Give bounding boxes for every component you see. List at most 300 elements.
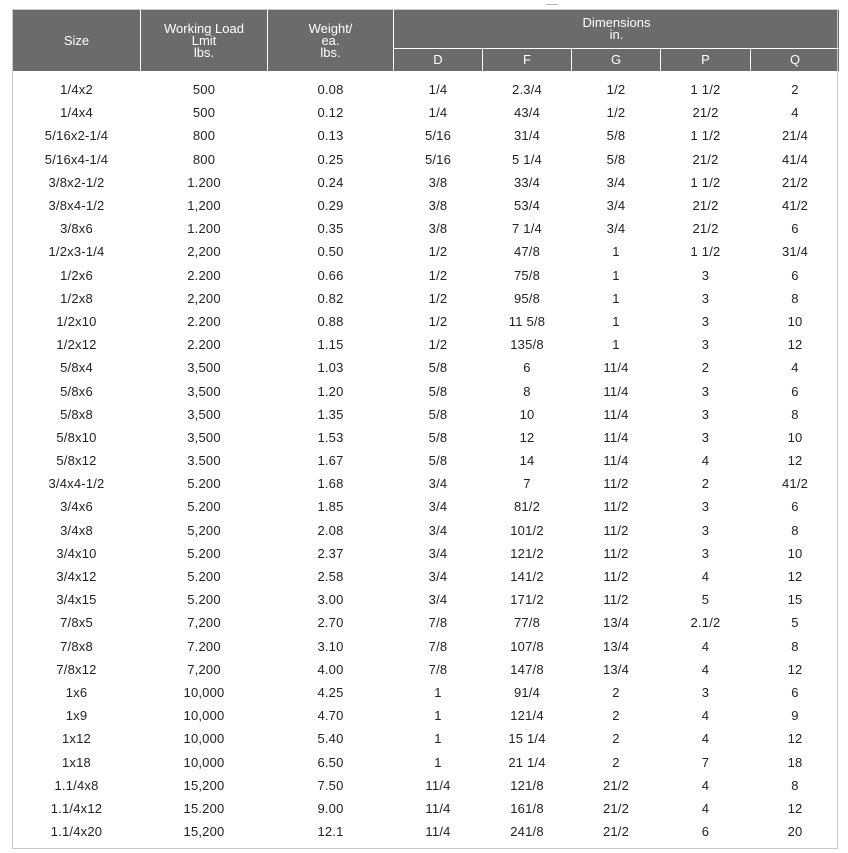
cell-dim-g: 1/2 (606, 82, 626, 98)
cell-dim-q: 41/2 (781, 476, 809, 492)
cell-dim-q: 10 (787, 429, 803, 445)
header-dim-d: D (394, 49, 483, 72)
cell-weight: 0.35 (317, 221, 344, 237)
table-row (13, 379, 840, 402)
table-row (13, 72, 840, 102)
cell-dim-g: 1/2 (606, 105, 626, 121)
header-dimensions-line-1: Dimensions (582, 15, 651, 30)
cell-dim-p: 1 1/2 (690, 174, 721, 190)
cell-dim-q: 41/4 (781, 151, 809, 167)
cell-dim-q: 20 (787, 824, 803, 840)
cell-size: 3/4x6 (60, 499, 93, 515)
header-working-load-line-3: lbs. (193, 44, 215, 60)
cell-working-load: 7,200 (187, 661, 221, 677)
cell-dim-f: 12 (519, 429, 535, 445)
cell-weight: 4.00 (317, 661, 344, 677)
header-weight (268, 10, 394, 72)
cell-size: 1x6 (65, 684, 88, 700)
cell-size: 5/8x10 (56, 429, 97, 445)
cell-dim-d: 3/4 (428, 592, 448, 608)
cell-working-load: 15,200 (183, 824, 225, 840)
cell-dim-d: 1 (434, 731, 442, 747)
cell-dim-f: 53/4 (513, 198, 541, 214)
cell-dim-d: 3/4 (428, 545, 448, 561)
table-row (13, 264, 840, 287)
cell-working-load: 800 (192, 151, 216, 167)
cell-weight: 1.68 (317, 476, 344, 492)
cell-working-load: 1.200 (187, 174, 221, 190)
cell-size: 5/8x4 (60, 360, 93, 376)
cell-dim-f: 171/2 (510, 592, 544, 608)
cell-dim-d: 5/16 (424, 128, 452, 144)
cell-size: 1/2x8 (60, 290, 93, 306)
cell-weight: 1.35 (317, 406, 344, 422)
cell-dim-g: 21/2 (602, 824, 630, 840)
cell-dim-f: 6 (523, 360, 531, 376)
cell-dim-q: 10 (787, 313, 803, 329)
cell-dim-p: 3 (701, 383, 710, 399)
cell-dim-g: 2 (612, 731, 620, 747)
cell-dim-p: 3 (701, 406, 710, 422)
cell-dim-g: 21/2 (602, 777, 630, 793)
cell-weight: 1.53 (317, 429, 344, 445)
cell-dim-d: 1 (434, 708, 442, 724)
cell-size: 3/8x2-1/2 (48, 174, 105, 190)
cell-dim-f: 95/8 (513, 290, 541, 306)
cell-dim-g: 1 (612, 313, 620, 329)
cell-dim-g: 2 (612, 754, 620, 770)
cell-dim-p: 4 (701, 661, 710, 677)
cell-dim-d: 1/2 (428, 337, 448, 353)
cell-dim-p: 3 (701, 337, 710, 353)
cell-weight: 0.50 (317, 244, 344, 260)
cell-dim-f: 147/8 (510, 661, 544, 677)
cell-working-load: 3,500 (187, 360, 221, 376)
top-mark (546, 0, 558, 5)
cell-dim-p: 4 (701, 777, 710, 793)
table-row (13, 217, 840, 240)
cell-weight: 9.00 (317, 800, 344, 816)
cell-weight: 3.10 (317, 638, 344, 654)
table-row (13, 426, 840, 449)
cell-size: 3/4x15 (56, 592, 97, 608)
header-dim-f: F (483, 49, 572, 72)
cell-dim-q: 8 (791, 290, 799, 306)
cell-dim-g: 11/2 (603, 499, 629, 515)
table-row (13, 635, 840, 658)
table-row (13, 495, 840, 518)
cell-dim-d: 3/8 (428, 221, 448, 237)
cell-dim-f: 161/8 (510, 800, 544, 816)
cell-working-load: 1.200 (187, 221, 221, 237)
cell-dim-q: 4 (791, 360, 799, 376)
table-row (13, 820, 840, 843)
cell-working-load: 10,000 (183, 731, 225, 747)
table-body (13, 72, 840, 844)
cell-dim-g: 1 (612, 337, 620, 353)
cell-dim-p: 1 1/2 (690, 128, 721, 144)
cell-weight: 12.1 (317, 824, 344, 840)
cell-dim-p: 4 (701, 708, 710, 724)
cell-dim-g: 3/4 (606, 221, 626, 237)
cell-dim-d: 11/4 (425, 800, 451, 816)
cell-dim-p: 7 (701, 754, 710, 770)
table-row (13, 704, 840, 727)
cell-size: 3/4x10 (56, 545, 97, 561)
cell-working-load: 5.200 (187, 545, 221, 561)
header-dim-g: G (572, 49, 661, 72)
cell-dim-g: 11/2 (603, 522, 629, 538)
cell-dim-d: 5/8 (428, 360, 448, 376)
cell-dim-d: 3/4 (428, 499, 448, 515)
cell-weight: 1.03 (317, 360, 344, 376)
cell-dim-d: 11/4 (425, 777, 451, 793)
cell-dim-d: 3/4 (428, 569, 448, 585)
cell-weight: 2.70 (317, 615, 344, 631)
table-row (13, 519, 840, 542)
cell-size: 7/8x12 (56, 661, 97, 677)
cell-dim-q: 8 (791, 777, 799, 793)
cell-working-load: 5.200 (187, 569, 221, 585)
cell-dim-q: 9 (791, 708, 799, 724)
cell-dim-p: 5 (701, 592, 710, 608)
header-dim-q: Q (751, 49, 840, 72)
table-row (13, 356, 840, 379)
cell-dim-f: 33/4 (513, 174, 541, 190)
cell-dim-d: 3/8 (428, 198, 448, 214)
table-row (13, 542, 840, 565)
cell-dim-g: 3/4 (606, 174, 626, 190)
cell-dim-f: 43/4 (513, 105, 541, 121)
cell-size: 3/4x4-1/2 (48, 476, 105, 492)
cell-dim-g: 13/4 (602, 661, 630, 677)
cell-size: 5/16x2-1/4 (44, 128, 109, 144)
cell-dim-p: 21/2 (692, 105, 719, 121)
cell-size: 5/8x6 (60, 383, 93, 399)
cell-dim-q: 6 (791, 221, 799, 237)
cell-dim-g: 11/4 (603, 383, 629, 399)
cell-dim-q: 2 (791, 82, 799, 98)
cell-dim-f: 121/8 (510, 777, 544, 793)
cell-working-load: 3,500 (187, 429, 221, 445)
cell-size: 1.1/4x20 (50, 824, 103, 840)
cell-working-load: 3,500 (187, 383, 221, 399)
cell-weight: 0.66 (317, 267, 344, 283)
cell-size: 5/16x4-1/4 (44, 151, 109, 167)
cell-dim-d: 1/4 (428, 82, 448, 98)
header-working-load (141, 10, 268, 72)
cell-dim-g: 3/4 (606, 198, 626, 214)
cell-size: 1.1/4x8 (54, 777, 99, 793)
cell-dim-d: 3/8 (428, 174, 448, 190)
table-row (13, 171, 840, 194)
cell-size: 1/2x10 (56, 313, 97, 329)
cell-working-load: 500 (192, 105, 216, 121)
cell-weight: 1.15 (317, 337, 344, 353)
cell-dim-p: 3 (701, 545, 710, 561)
cell-size: 1.1/4x12 (50, 800, 103, 816)
cell-dim-p: 1 1/2 (690, 82, 721, 98)
cell-dim-p: 21/2 (692, 198, 719, 214)
cell-dim-g: 13/4 (602, 615, 630, 631)
table-row (13, 658, 840, 681)
cell-dim-f: 121/2 (510, 545, 544, 561)
cell-dim-p: 4 (701, 453, 710, 469)
header-weight-line-1: Weight/ (308, 20, 353, 36)
cell-dim-f: 10 (519, 406, 535, 422)
cell-dim-g: 2 (612, 708, 620, 724)
cell-dim-q: 6 (791, 684, 799, 700)
cell-working-load: 3,500 (187, 406, 221, 422)
cell-working-load: 1,200 (187, 198, 221, 214)
cell-dim-g: 13/4 (602, 638, 630, 654)
header-dimensions-line-2: in. (609, 27, 624, 42)
header-weight-line-3: lbs. (320, 44, 341, 60)
cell-weight: 0.25 (317, 151, 344, 167)
cell-working-load: 5.200 (187, 592, 221, 608)
cell-size: 7/8x8 (60, 638, 93, 654)
cell-working-load: 2.200 (187, 267, 221, 283)
cell-dim-f: 135/8 (510, 337, 544, 353)
cell-dim-q: 8 (791, 638, 799, 654)
header-working-load-line-2: Lmit (191, 32, 217, 48)
table-row (13, 565, 840, 588)
cell-working-load: 10,000 (183, 754, 225, 770)
cell-dim-d: 5/8 (428, 406, 448, 422)
cell-working-load: 5,200 (187, 522, 221, 538)
cell-dim-f: 15 1/4 (508, 731, 546, 747)
cell-dim-q: 12 (787, 453, 803, 469)
cell-dim-g: 11/4 (603, 360, 629, 376)
cell-working-load: 15,200 (183, 777, 225, 793)
cell-dim-q: 15 (787, 592, 803, 608)
cell-dim-g: 2 (612, 684, 620, 700)
cell-weight: 0.82 (317, 290, 344, 306)
cell-weight: 0.29 (317, 198, 344, 214)
cell-working-load: 500 (192, 82, 216, 98)
cell-weight: 4.25 (317, 684, 344, 700)
cell-dim-p: 3 (701, 684, 710, 700)
cell-dim-f: 77/8 (513, 615, 541, 631)
cell-working-load: 15.200 (183, 800, 225, 816)
cell-dim-g: 11/4 (603, 406, 629, 422)
cell-dim-f: 31/4 (513, 128, 541, 144)
cell-dim-f: 121/4 (510, 708, 544, 724)
cell-dim-g: 11/2 (603, 592, 629, 608)
cell-working-load: 7,200 (187, 615, 221, 631)
cell-dim-f: 241/8 (510, 824, 544, 840)
cell-working-load: 2.200 (187, 313, 221, 329)
cell-working-load: 2,200 (187, 244, 221, 260)
table-row (13, 403, 840, 426)
cell-dim-q: 4 (791, 105, 799, 121)
table-row (13, 797, 840, 820)
cell-dim-q: 12 (787, 661, 803, 677)
cell-dim-q: 6 (791, 267, 799, 283)
cell-size: 1x9 (65, 708, 88, 724)
cell-dim-p: 21/2 (692, 151, 719, 167)
cell-dim-f: 81/2 (513, 499, 541, 515)
cell-dim-g: 21/2 (602, 800, 630, 816)
cell-dim-f: 2.3/4 (512, 82, 542, 98)
cell-dim-p: 3 (701, 313, 710, 329)
table-row (13, 774, 840, 797)
cell-size: 1/2x6 (60, 267, 93, 283)
spec-table-container (12, 9, 839, 843)
cell-size: 3/4x12 (56, 569, 97, 585)
cell-dim-g: 1 (612, 290, 620, 306)
table-row (13, 240, 840, 263)
cell-dim-d: 1 (434, 754, 442, 770)
cell-dim-p: 3 (701, 290, 710, 306)
cell-dim-q: 18 (787, 754, 803, 770)
cell-size: 1x18 (62, 754, 91, 770)
cell-working-load: 2.200 (187, 337, 221, 353)
cell-weight: 1.20 (317, 383, 344, 399)
cell-dim-f: 91/4 (513, 684, 541, 700)
cell-size: 3/8x6 (60, 221, 93, 237)
cell-dim-q: 41/2 (781, 198, 809, 214)
cell-dim-q: 5 (791, 615, 799, 631)
cell-dim-p: 21/2 (692, 221, 719, 237)
table-row (13, 588, 840, 611)
cell-weight: 0.13 (317, 128, 344, 144)
cell-dim-f: 47/8 (513, 244, 541, 260)
cell-weight: 0.24 (317, 174, 344, 190)
cell-dim-d: 11/4 (425, 824, 451, 840)
cell-dim-f: 14 (519, 453, 535, 469)
cell-dim-p: 3 (701, 429, 710, 445)
cell-dim-p: 3 (701, 522, 710, 538)
cell-dim-f: 75/8 (513, 267, 541, 283)
cell-size: 1/4x4 (60, 105, 93, 121)
cell-dim-f: 8 (523, 383, 531, 399)
spec-table (12, 9, 840, 843)
cell-dim-f: 107/8 (510, 638, 544, 654)
table-row (13, 310, 840, 333)
cell-dim-f: 21 1/4 (508, 754, 546, 770)
cell-size: 7/8x5 (60, 615, 93, 631)
cell-dim-p: 3 (701, 499, 710, 515)
cell-dim-p: 4 (701, 569, 710, 585)
cell-dim-q: 6 (791, 499, 799, 515)
cell-dim-d: 7/8 (428, 661, 448, 677)
cell-weight: 2.08 (317, 522, 344, 538)
cell-dim-g: 11/4 (603, 429, 629, 445)
cell-size: 1/4x2 (60, 82, 93, 98)
cell-dim-d: 1/2 (428, 267, 448, 283)
table-row (13, 472, 840, 495)
table-row (13, 333, 840, 356)
cell-dim-d: 1/2 (428, 244, 448, 260)
cell-size: 1x12 (62, 731, 91, 747)
table-row (13, 194, 840, 217)
cell-dim-d: 3/4 (428, 476, 448, 492)
table-header (13, 10, 840, 72)
cell-size: 5/8x12 (56, 453, 97, 469)
cell-dim-q: 31/4 (781, 244, 809, 260)
table-row (13, 611, 840, 634)
table-row (13, 101, 840, 124)
cell-dim-q: 8 (791, 522, 799, 538)
cell-dim-d: 1/2 (428, 313, 448, 329)
header-dim-p: P (661, 49, 751, 72)
cell-weight: 1.67 (317, 453, 344, 469)
cell-dim-q: 10 (787, 545, 803, 561)
table-row (13, 124, 840, 147)
cell-dim-d: 1/2 (428, 290, 448, 306)
table-row (13, 750, 840, 773)
cell-dim-f: 101/2 (510, 522, 544, 538)
cell-weight: 0.12 (317, 105, 344, 121)
cell-working-load: 7.200 (187, 638, 221, 654)
cell-dim-p: 2.1/2 (690, 615, 721, 631)
cell-dim-d: 5/8 (428, 383, 448, 399)
cell-dim-f: 7 (523, 476, 531, 492)
header-weight-line-2: ea. (321, 32, 340, 48)
cell-dim-g: 11/2 (603, 545, 629, 561)
cell-dim-d: 3/4 (428, 522, 448, 538)
cell-working-load: 10,000 (183, 708, 225, 724)
cell-dim-d: 5/16 (424, 151, 452, 167)
cell-dim-d: 1/4 (428, 105, 448, 121)
cell-weight: 7.50 (317, 777, 344, 793)
cell-working-load: 2,200 (187, 290, 221, 306)
cell-weight: 1.85 (317, 499, 344, 515)
cell-dim-g: 1 (612, 244, 620, 260)
cell-dim-g: 5/8 (606, 128, 626, 144)
cell-size: 1/2x3-1/4 (48, 244, 105, 260)
table-row (13, 681, 840, 704)
cell-weight: 5.40 (317, 731, 344, 747)
cell-weight: 2.37 (317, 545, 344, 561)
cell-working-load: 5.200 (187, 476, 221, 492)
cell-size: 3/4x8 (60, 522, 93, 538)
cell-dim-q: 12 (787, 337, 803, 353)
cell-dim-q: 12 (787, 731, 803, 747)
cell-dim-d: 7/8 (428, 638, 448, 654)
cell-dim-q: 21/2 (781, 174, 809, 190)
cell-dim-p: 3 (701, 267, 710, 283)
cell-dim-f: 5 1/4 (512, 151, 542, 167)
cell-dim-p: 2 (701, 360, 710, 376)
table-row (13, 449, 840, 472)
cell-size: 5/8x8 (60, 406, 93, 422)
cell-size: 3/8x4-1/2 (48, 198, 105, 214)
cell-dim-d: 5/8 (428, 453, 448, 469)
header-dimensions (394, 10, 840, 49)
cell-dim-q: 21/4 (781, 128, 809, 144)
table-row (13, 287, 840, 310)
cell-weight: 6.50 (317, 754, 344, 770)
cell-dim-f: 141/2 (510, 569, 544, 585)
cell-dim-g: 5/8 (606, 151, 626, 167)
cell-dim-p: 4 (701, 638, 710, 654)
cell-weight: 4.70 (317, 708, 344, 724)
cell-working-load: 10,000 (183, 684, 225, 700)
cell-dim-g: 1 (612, 267, 620, 283)
cell-dim-p: 6 (701, 824, 710, 840)
cell-dim-g: 11/2 (603, 476, 629, 492)
cell-dim-f: 7 1/4 (512, 221, 542, 237)
cell-weight: 2.58 (317, 569, 344, 585)
cell-dim-p: 1 1/2 (690, 244, 721, 260)
cell-dim-q: 12 (787, 569, 803, 585)
cell-weight: 3.00 (317, 592, 344, 608)
cell-weight: 0.88 (317, 313, 344, 329)
cell-dim-q: 12 (787, 800, 803, 816)
cell-dim-d: 7/8 (428, 615, 448, 631)
